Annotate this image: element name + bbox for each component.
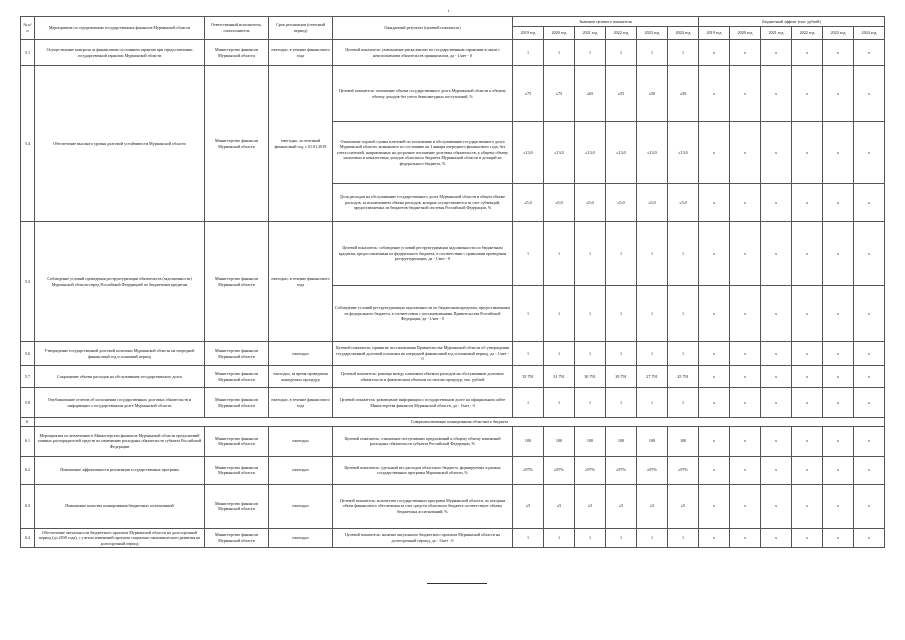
indicator-value: 100 xyxy=(544,426,575,456)
indicator-value: ≥97% xyxy=(513,456,544,484)
indicator-value: 1 xyxy=(606,286,637,342)
header-budget-year: 2023 год xyxy=(823,27,854,40)
budget-value: x xyxy=(699,366,730,388)
header-budget-year: 2021 год xyxy=(761,27,792,40)
indicator-value: ≥97% xyxy=(637,456,668,484)
budget-value: x xyxy=(854,40,885,66)
indicator-value: ≤5,0 xyxy=(575,184,606,222)
row-executor: Министерство финансов Мурманской области xyxy=(205,66,269,222)
indicator-value: 1 xyxy=(606,528,637,548)
indicator-value: 1 xyxy=(637,286,668,342)
indicator-value: 100 xyxy=(637,426,668,456)
budget-value: x xyxy=(730,388,761,418)
budget-value: x xyxy=(792,456,823,484)
indicator-value: ≤75 xyxy=(544,66,575,122)
row-indicator: Отношение годовой суммы платежей по погашению и обслуживанию государственного долга Мурманской области, возникшего по состоянию на 1 января очередного финансового года, без учета платежей, направленных на досрочное погашение долговых обязательств, к общему объему налоговых и неналоговых доходов областного бюджета Мурманской области и дотаций из федерального бюджета, % xyxy=(333,122,513,184)
header-budget-year: 2019 год xyxy=(699,27,730,40)
budget-value: x xyxy=(792,40,823,66)
header-values-year: 2022 год xyxy=(606,27,637,40)
indicator-value: ≤75 xyxy=(513,66,544,122)
row-indicator: Целевой показатель: отношение объема государственного долга Мурманской области к общему объему доходов без учета безвозмездных поступлений, % xyxy=(333,66,513,122)
row-indicator: Целевой показатель: разница между плановым объемом расходов на обслуживание долговых обязательств и фактическим объемом по итогам процедур, тыс. рублей xyxy=(333,366,513,388)
header-measure: Мероприятие по оздоровлению государственных финансов Мурманской области xyxy=(35,17,205,40)
budget-value: x xyxy=(761,286,792,342)
row-measure: Сокращение объема расходов на обслуживание государственного долга xyxy=(35,366,205,388)
indicator-value: 30 791 xyxy=(575,366,606,388)
indicator-value: ≥97% xyxy=(575,456,606,484)
budget-value: x xyxy=(730,456,761,484)
indicator-value: 1 xyxy=(668,40,699,66)
indicator-value: 1 xyxy=(637,388,668,418)
table-row xyxy=(21,66,885,122)
budget-value: x xyxy=(792,222,823,286)
indicator-value: ≤5,0 xyxy=(606,184,637,222)
table-row xyxy=(21,528,885,548)
indicator-value: ≥5 xyxy=(606,484,637,528)
budget-value: x xyxy=(730,184,761,222)
row-measure: Соблюдение условий проведения реструктуризации обязательств (задолженности) Мурманской области перед Российской Федерацией по бюджетным кредитам xyxy=(35,222,205,342)
budget-value: x xyxy=(823,222,854,286)
indicator-value: 1 xyxy=(637,40,668,66)
row-deadline: ежегодно, за время проведения конкурсных процедур xyxy=(269,366,333,388)
budget-value: x xyxy=(730,426,761,456)
header-num: № п/п xyxy=(21,17,35,40)
indicator-value: 1 xyxy=(513,286,544,342)
budget-value: x xyxy=(854,456,885,484)
header-executor: Ответственный исполнитель, соисполнитель xyxy=(205,17,269,40)
budget-value: x xyxy=(699,426,730,456)
budget-value: x xyxy=(854,184,885,222)
budget-value: x xyxy=(792,184,823,222)
indicator-value: 1 xyxy=(668,388,699,418)
row-measure: Обеспечение актуальности бюджетного прогноза Мурманской области на долгосрочный период (до 2030 года), с учетом изменений прогноза социально-экономического развития на долгосрочный период xyxy=(35,528,205,548)
indicator-value: 1 xyxy=(606,342,637,366)
row-executor: Министерство финансов Мурманской области xyxy=(205,484,269,528)
indicator-value: 1 xyxy=(544,528,575,548)
budget-value: x xyxy=(699,286,730,342)
header-budget-year: 2024 год xyxy=(854,27,885,40)
budget-value: x xyxy=(854,426,885,456)
indicator-value: 35 791 xyxy=(513,366,544,388)
header-values-year: 2024 год xyxy=(668,27,699,40)
budget-value: x xyxy=(730,528,761,548)
budget-value: x xyxy=(823,426,854,456)
header-values-year: 2019 год xyxy=(513,27,544,40)
budget-value: x xyxy=(761,456,792,484)
header-budget-year: 2022 год xyxy=(792,27,823,40)
budget-value: x xyxy=(730,40,761,66)
indicator-value: 1 xyxy=(544,342,575,366)
indicator-value: ≥5 xyxy=(513,484,544,528)
budget-value: x xyxy=(823,40,854,66)
budget-value: x xyxy=(761,366,792,388)
budget-value: x xyxy=(792,426,823,456)
row-executor: Министерство финансов Мурманской области xyxy=(205,342,269,366)
header-budget-group: Бюджетный эффект (тыс. рублей) xyxy=(699,17,885,27)
row-executor: Министерство финансов Мурманской области xyxy=(205,366,269,388)
budget-value: x xyxy=(761,484,792,528)
row-measure: Опубликование отчетов об исполнении государственных долговых обязательств и информации о государственном долге Мурманской области xyxy=(35,388,205,418)
indicator-value: 1 xyxy=(575,528,606,548)
indicator-value: ≤13,0 xyxy=(637,122,668,184)
budget-value: x xyxy=(823,388,854,418)
budget-value: x xyxy=(761,40,792,66)
indicator-value: 1 xyxy=(544,286,575,342)
budget-value: x xyxy=(854,388,885,418)
budget-value: x xyxy=(761,342,792,366)
row-measure: Утверждение государственной долговой политики Мурманской области на очередной финансовый год и плановый период xyxy=(35,342,205,366)
indicator-value: 1 xyxy=(606,222,637,286)
indicator-value: ≥5 xyxy=(668,484,699,528)
row-measure: Мероприятия по вовлечению в Министерство финансов Мурманской области предложений главных распорядителей средств по изменению расходных обязательств субъекта Российской Федерации xyxy=(35,426,205,456)
row-executor: Министерство финансов Мурманской области xyxy=(205,426,269,456)
indicator-value: 1 xyxy=(513,40,544,66)
indicator-value: ≥97% xyxy=(544,456,575,484)
budget-value: x xyxy=(699,388,730,418)
indicator-value: ≤65 xyxy=(575,66,606,122)
budget-value: x xyxy=(730,342,761,366)
budget-value: x xyxy=(823,286,854,342)
indicator-value: 1 xyxy=(575,222,606,286)
budget-value: x xyxy=(823,122,854,184)
header-indicator: Ожидаемый результат (целевой показатель) xyxy=(333,17,513,40)
indicator-value: 100 xyxy=(668,426,699,456)
header-budget-year: 2020 год xyxy=(730,27,761,40)
section-num: 6. xyxy=(21,418,35,427)
budget-value: x xyxy=(761,184,792,222)
budget-value: x xyxy=(823,456,854,484)
table-header xyxy=(21,17,885,40)
row-num: 5.5 xyxy=(21,222,35,342)
header-deadline: Срок реализации (отчетный период) xyxy=(269,17,333,40)
row-num: 6.4 xyxy=(21,528,35,548)
indicator-value: 1 xyxy=(668,528,699,548)
indicator-value: ≤55 xyxy=(606,66,637,122)
budget-value: x xyxy=(699,342,730,366)
indicator-value: 1 xyxy=(606,40,637,66)
budget-value: x xyxy=(761,426,792,456)
row-indicator: Доля расходов на обслуживание государственного долга Мурманской области в общем объеме расходов, за исключением объема расходов, которые осуществляются за счет субвенций, предоставляемых из бюджетов бюджетной системы Российской Федерации, % xyxy=(333,184,513,222)
budget-value: x xyxy=(823,366,854,388)
indicator-value: 25 791 xyxy=(668,366,699,388)
header-values-year: 2021 год xyxy=(575,27,606,40)
indicator-value: 1 xyxy=(637,342,668,366)
budget-value: x xyxy=(792,122,823,184)
table-row xyxy=(21,222,885,286)
budget-value: x xyxy=(792,286,823,342)
measures-table xyxy=(20,16,885,548)
budget-value: x xyxy=(823,528,854,548)
row-measure: Повышение эффективности реализации государственных программ xyxy=(35,456,205,484)
page-number: i xyxy=(448,8,450,13)
row-deadline: ежегодно, за отчетный финансовый год, с 01.01.2019 xyxy=(269,66,333,222)
separator-line xyxy=(427,583,487,584)
row-num: 5.8 xyxy=(21,388,35,418)
row-indicator: Целевой показатель: соблюдение условий реструктуризации задолженности по бюджетным кредитам, предоставленным из федерального бюджета, в соответствии с правилами проведения реструктуризации, да - 1/нет - 0 xyxy=(333,222,513,286)
row-indicator: Соблюдение условий реструктуризации задолженности по бюджетным кредитам, предоставленным из федерального бюджета, в соответствии с постановлениями Правительства Российской Федерации, да - 1/нет - 0 xyxy=(333,286,513,342)
table-row xyxy=(21,388,885,418)
indicator-value: 1 xyxy=(606,388,637,418)
budget-value: x xyxy=(792,528,823,548)
budget-value: x xyxy=(730,122,761,184)
row-deadline: ежегодно xyxy=(269,528,333,548)
header-values-year: 2020 год xyxy=(544,27,575,40)
budget-value: x xyxy=(792,66,823,122)
budget-value: x xyxy=(854,528,885,548)
indicator-value: 1 xyxy=(544,40,575,66)
row-deadline: ежегодно, в течение финансового года xyxy=(269,40,333,66)
budget-value: x xyxy=(823,342,854,366)
budget-value: x xyxy=(823,184,854,222)
indicator-value: 100 xyxy=(513,426,544,456)
budget-value: x xyxy=(854,366,885,388)
budget-value: x xyxy=(792,484,823,528)
budget-value: x xyxy=(792,342,823,366)
row-indicator: Целевой показатель: удельный вес расходов областного бюджета, формируемых в рамках государственных программ Мурманской области, % xyxy=(333,456,513,484)
row-num: 6.1 xyxy=(21,426,35,456)
indicator-value: 100 xyxy=(606,426,637,456)
section-row xyxy=(21,418,885,427)
row-num: 6.3 xyxy=(21,484,35,528)
row-executor: Министерство финансов Мурманской области xyxy=(205,528,269,548)
budget-value: x xyxy=(761,388,792,418)
row-deadline: ежегодно xyxy=(269,456,333,484)
budget-value: x xyxy=(792,388,823,418)
indicator-value: 1 xyxy=(668,342,699,366)
indicator-value: ≥97% xyxy=(606,456,637,484)
budget-value: x xyxy=(699,528,730,548)
row-num: 5.4 xyxy=(21,66,35,222)
budget-value: x xyxy=(699,456,730,484)
row-deadline: ежегодно, в течение финансового года xyxy=(269,388,333,418)
budget-value: x xyxy=(730,222,761,286)
indicator-value: 1 xyxy=(575,40,606,66)
budget-value: x xyxy=(730,66,761,122)
row-num: 6.2 xyxy=(21,456,35,484)
budget-value: x xyxy=(699,66,730,122)
budget-value: x xyxy=(730,366,761,388)
row-num: 5.1 xyxy=(21,40,35,66)
indicator-value: 1 xyxy=(513,342,544,366)
budget-value: x xyxy=(699,40,730,66)
row-executor: Министерство финансов Мурманской области xyxy=(205,456,269,484)
indicator-value: ≤13,0 xyxy=(606,122,637,184)
budget-value: x xyxy=(854,66,885,122)
budget-value: x xyxy=(730,286,761,342)
budget-value: x xyxy=(699,222,730,286)
indicator-value: ≤50 xyxy=(668,66,699,122)
row-measure: Осуществление контроля за финансовым состоянием гарантов при предоставлении государственной гарантии Мурманской области xyxy=(35,40,205,66)
row-indicator: Целевой показатель: уменьшение риска выплат по государственным гарантиям в связи с неисполнением обязательств принципалом, да - 1/нет - 0 xyxy=(333,40,513,66)
indicator-value: 1 xyxy=(544,388,575,418)
indicator-value: ≥5 xyxy=(575,484,606,528)
indicator-value: 1 xyxy=(637,528,668,548)
row-deadline: ежегодно, в течение финансового года xyxy=(269,222,333,342)
indicator-value: ≤5,0 xyxy=(637,184,668,222)
indicator-value: 1 xyxy=(544,222,575,286)
row-executor: Министерство финансов Мурманской области xyxy=(205,388,269,418)
row-num: 5.7 xyxy=(21,366,35,388)
indicator-value: ≤5,0 xyxy=(544,184,575,222)
budget-value: x xyxy=(730,484,761,528)
budget-value: x xyxy=(761,66,792,122)
table-row xyxy=(21,456,885,484)
indicator-value: ≤13,0 xyxy=(575,122,606,184)
table-body xyxy=(21,40,885,548)
indicator-value: 100 xyxy=(575,426,606,456)
row-indicator: Целевой показатель: наличие актуального бюджетного прогноза Мурманской области на долгосрочный период, да - 1/нет - 0 xyxy=(333,528,513,548)
row-deadline: ежегодно xyxy=(269,426,333,456)
indicator-value: 1 xyxy=(513,388,544,418)
row-indicator: Целевой показатель: размещение информации о государственном долге на официальном сайте Министерства финансов Мурманской области, да - 1/нет - 0 xyxy=(333,388,513,418)
budget-value: x xyxy=(699,484,730,528)
indicator-value: 1 xyxy=(575,342,606,366)
indicator-value: 27 791 xyxy=(637,366,668,388)
budget-value: x xyxy=(823,66,854,122)
budget-value: x xyxy=(761,222,792,286)
table-row xyxy=(21,40,885,66)
indicator-value: ≥5 xyxy=(544,484,575,528)
table-row xyxy=(21,342,885,366)
table-row xyxy=(21,366,885,388)
section-title: Совершенствование планирования областного бюджета xyxy=(35,418,885,427)
row-deadline: ежегодно xyxy=(269,342,333,366)
indicator-value: ≤5,0 xyxy=(513,184,544,222)
budget-value: x xyxy=(699,184,730,222)
budget-value: x xyxy=(854,122,885,184)
budget-value: x xyxy=(854,484,885,528)
budget-value: x xyxy=(761,122,792,184)
indicator-value: ≤13,0 xyxy=(513,122,544,184)
row-indicator: Целевой показатель: принятие постановления Правительства Мурманской области об утверждении государственной долговой политики на очередной финансовый год и плановый период, да - 1/нет - 0 xyxy=(333,342,513,366)
indicator-value: ≤13,0 xyxy=(668,122,699,184)
row-executor: Министерство финансов Мурманской области xyxy=(205,222,269,342)
indicator-value: 29 791 xyxy=(606,366,637,388)
indicator-value: ≥97% xyxy=(668,456,699,484)
table-row xyxy=(21,426,885,456)
budget-value: x xyxy=(854,342,885,366)
header-values-year: 2023 год xyxy=(637,27,668,40)
budget-value: x xyxy=(761,528,792,548)
row-measure: Обеспечение высокого уровня долговой устойчивости Мурманской области xyxy=(35,66,205,222)
indicator-value: ≤5,0 xyxy=(668,184,699,222)
table-row xyxy=(21,484,885,528)
indicator-value: 1 xyxy=(513,528,544,548)
budget-value: x xyxy=(854,222,885,286)
row-indicator: Целевой показатель: отношение поступивших предложений к общему объему изменений расходных обязательств субъекта Российской Федерации, % xyxy=(333,426,513,456)
budget-value: x xyxy=(854,286,885,342)
budget-value: x xyxy=(792,366,823,388)
row-executor: Министерство финансов Мурманской области xyxy=(205,40,269,66)
budget-value: x xyxy=(699,122,730,184)
header-values-group: Значение целевого показателя xyxy=(513,17,699,27)
budget-value: x xyxy=(823,484,854,528)
indicator-value: 1 xyxy=(668,222,699,286)
row-indicator: Целевой показатель: количество государственных программ Мурманской области, по которым объем финансового обеспечения за счет средств областного бюджета соответствует объему бюджетных ассигнований, % xyxy=(333,484,513,528)
indicator-value: 1 xyxy=(513,222,544,286)
indicator-value: 1 xyxy=(668,286,699,342)
row-measure: Повышение качества планирования бюджетных ассигнований xyxy=(35,484,205,528)
row-num: 5.6 xyxy=(21,342,35,366)
indicator-value: 1 xyxy=(575,286,606,342)
row-deadline: ежегодно xyxy=(269,484,333,528)
indicator-value: ≥5 xyxy=(637,484,668,528)
indicator-value: 1 xyxy=(575,388,606,418)
indicator-value: ≤50 xyxy=(637,66,668,122)
indicator-value: 1 xyxy=(637,222,668,286)
indicator-value: ≤13,0 xyxy=(544,122,575,184)
indicator-value: 31 791 xyxy=(544,366,575,388)
